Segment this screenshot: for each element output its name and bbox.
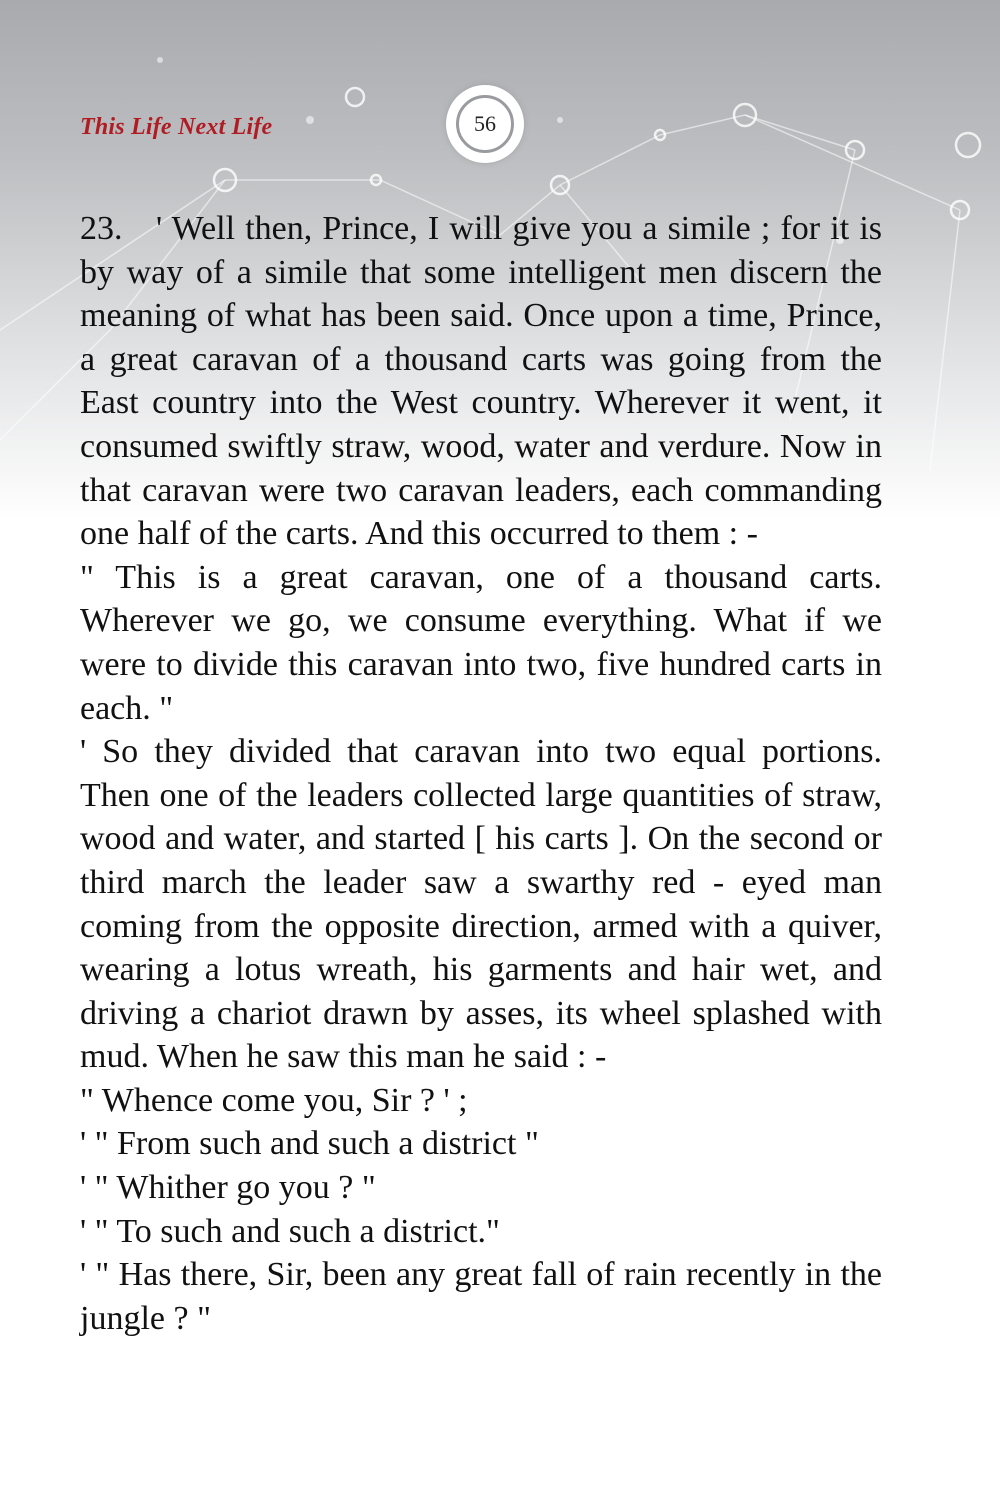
page-number: 56 <box>474 111 496 136</box>
paragraph: ' " From such and such a district " <box>80 1125 539 1163</box>
paragraph: ' " Has there, Sir, been any great fall of rain recently in the jungle ? " <box>80 1256 882 1337</box>
page-number-badge <box>446 85 524 163</box>
paragraph: ' " To such and such a district." <box>80 1212 500 1250</box>
paragraph-text: ' Well then, Prince, I will give you a simile ; for it is by way of a simile that some intelligent men discern the meaning of what has been said. Once upon a time, Prince, a great caravan of a thousand carts was going from the East country into the West country. Wherever it went, it consumed swiftly straw, wood, water and verdure. Now in that caravan were two caravan leaders, each commanding one half of the carts. And this occurred to them : - <box>80 210 882 553</box>
paragraph-23 <box>80 207 882 556</box>
paragraph: ' So they divided that caravan into two equal portions. Then one of the leaders collected large quantities of straw, wood and water, and started [ his carts ]. On the second or third march the leader saw a swarthy red - eyed man coming from the opposite direction, armed with a quiver, wearing a lotus wreath, his garments and hair wet, and driving a chariot drawn by asses, its wheel splashed with mud. When he saw this man he said : - <box>80 733 882 1076</box>
paragraph: " This is a great caravan, one of a thousand carts. Wherever we go, we consume everything. What if we were to divide this caravan into two, five hundred carts in each. " <box>80 558 882 727</box>
paragraph: ' " Whither go you ? " <box>80 1169 376 1207</box>
paragraph: " Whence come you, Sir ? ' ; <box>80 1081 468 1119</box>
paragraph-number: 23. <box>80 210 123 247</box>
running-title: This Life Next Life <box>80 114 273 140</box>
body-text <box>80 207 882 1340</box>
